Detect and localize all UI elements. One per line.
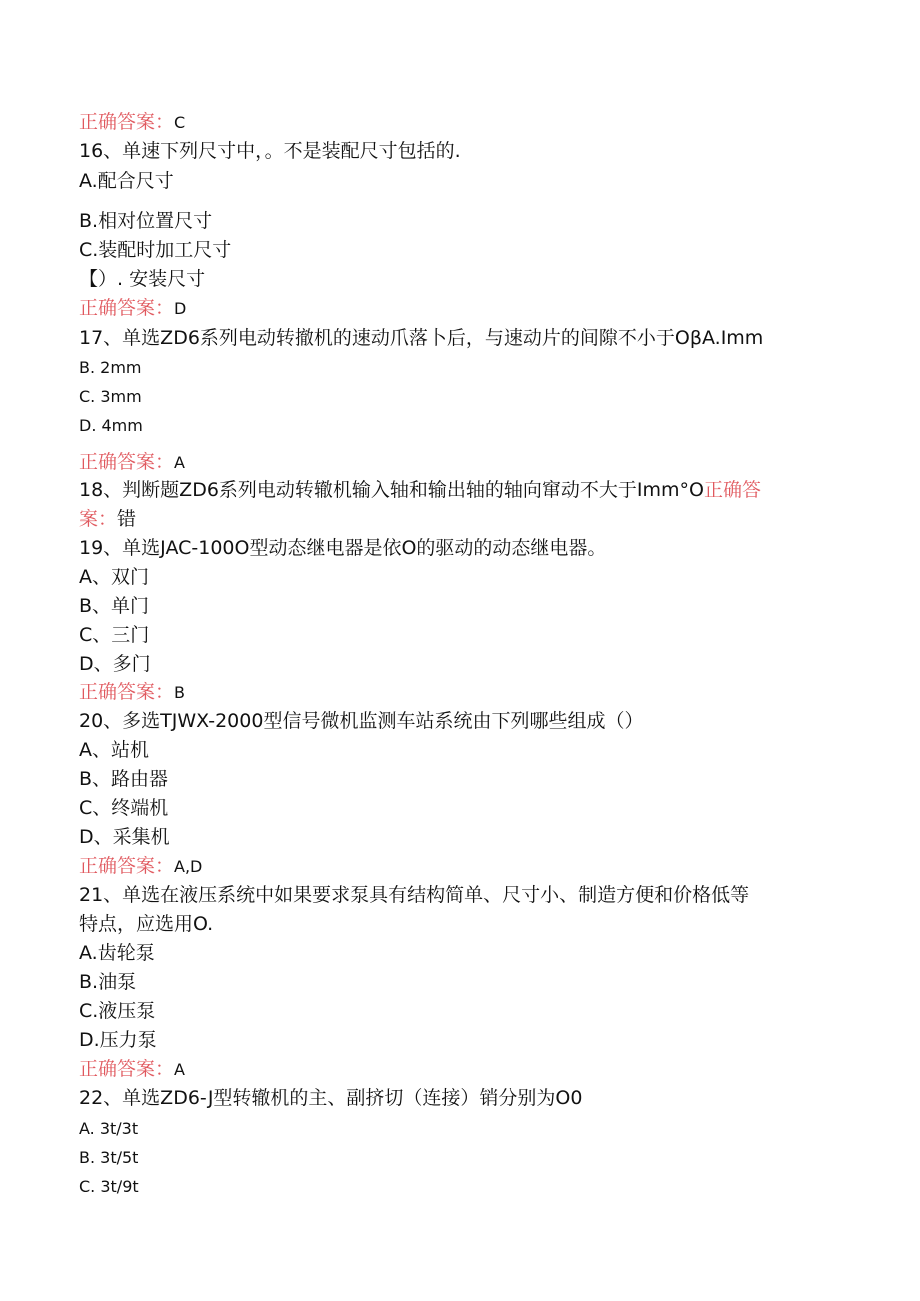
- option-22-b: B. 3t∕5t: [79, 1148, 139, 1167]
- option-16-d: 【）. 安装尺寸: [79, 268, 206, 290]
- option-19-b: B、单门: [79, 595, 150, 617]
- answer-value: B: [174, 683, 185, 702]
- answer-17: [79, 450, 185, 475]
- question-17: 17、单选ZD6系列电动转撤机的速动爪落卜后，与速动片的间隙不小于OβA.Imm: [79, 327, 764, 349]
- answer-21: [79, 1057, 185, 1082]
- question-18: [79, 478, 761, 502]
- option-19-d: D、多门: [79, 653, 151, 675]
- option-21-a: A.齿轮泵: [79, 942, 155, 964]
- answer-18: [79, 507, 136, 531]
- option-21-c: C.液压泵: [79, 1000, 156, 1022]
- answer-value: A: [174, 1060, 185, 1079]
- option-16-b: B.相对位置尺寸: [79, 210, 213, 232]
- option-20-d: D、采集机: [79, 826, 170, 848]
- option-17-c: C. 3mm: [79, 387, 142, 406]
- option-16-a: A.配合尺寸: [79, 170, 174, 192]
- question-16: 16、单速下列尺寸中，。不是装配尺寸包括的.: [79, 140, 461, 162]
- option-19-a: A、双门: [79, 566, 149, 588]
- answer-value: A,D: [174, 857, 203, 876]
- question-20: 20、多选TJWX-2000型信号微机监测车站系统由下列哪些组成（）: [79, 710, 644, 732]
- answer-label: 正确答案：: [79, 681, 175, 703]
- answer-20: [79, 854, 202, 879]
- answer-label: 正确答案：: [79, 297, 175, 319]
- answer-value: A: [174, 453, 185, 472]
- option-22-c: C. 3t∕9t: [79, 1177, 139, 1196]
- answer-16: [79, 296, 186, 321]
- answer-value: 错: [117, 508, 137, 530]
- question-21-line1: 21、单选在液压系统中如果要求泵具有结构简单、尺寸小、制造方便和价格低等: [79, 884, 750, 906]
- answer-label: 正确答案：: [79, 1058, 175, 1080]
- option-16-c: C.装配时加工尺寸: [79, 239, 232, 261]
- answer-value: C: [174, 113, 186, 132]
- option-17-b: B. 2mm: [79, 358, 142, 377]
- answer-19: [79, 680, 185, 705]
- option-20-c: C、终端机: [79, 797, 169, 819]
- option-20-a: A、站机: [79, 739, 149, 761]
- option-21-b: B.油泵: [79, 971, 137, 993]
- option-17-d: D. 4mm: [79, 416, 143, 435]
- answer-value: D: [174, 299, 187, 318]
- answer-label-part2: 案：: [79, 508, 118, 530]
- question-22: 22、单选ZD6-J型转辙机的主、副挤切（连接）销分别为O0: [79, 1087, 583, 1109]
- answer-label: 正确答案：: [79, 855, 175, 877]
- question-19: 19、单选JAC-100O型动态继电器是依O的驱动的动态继电器。: [79, 537, 607, 559]
- question-21-line2: 特点，应选用O.: [79, 913, 214, 935]
- option-21-d: D.压力泵: [79, 1029, 157, 1051]
- answer-label-part1: 正确答: [704, 479, 762, 501]
- question-18-text: 18、判断题ZD6系列电动转辙机输入轴和输出轴的轴向窜动不大于Imm°O: [79, 479, 704, 501]
- option-20-b: B、路由器: [79, 768, 169, 790]
- answer-label: 正确答案：: [79, 111, 175, 133]
- option-22-a: A. 3t∕3t: [79, 1119, 139, 1138]
- option-19-c: C、三门: [79, 624, 150, 646]
- answer-15: [79, 110, 185, 135]
- answer-label: 正确答案：: [79, 451, 175, 473]
